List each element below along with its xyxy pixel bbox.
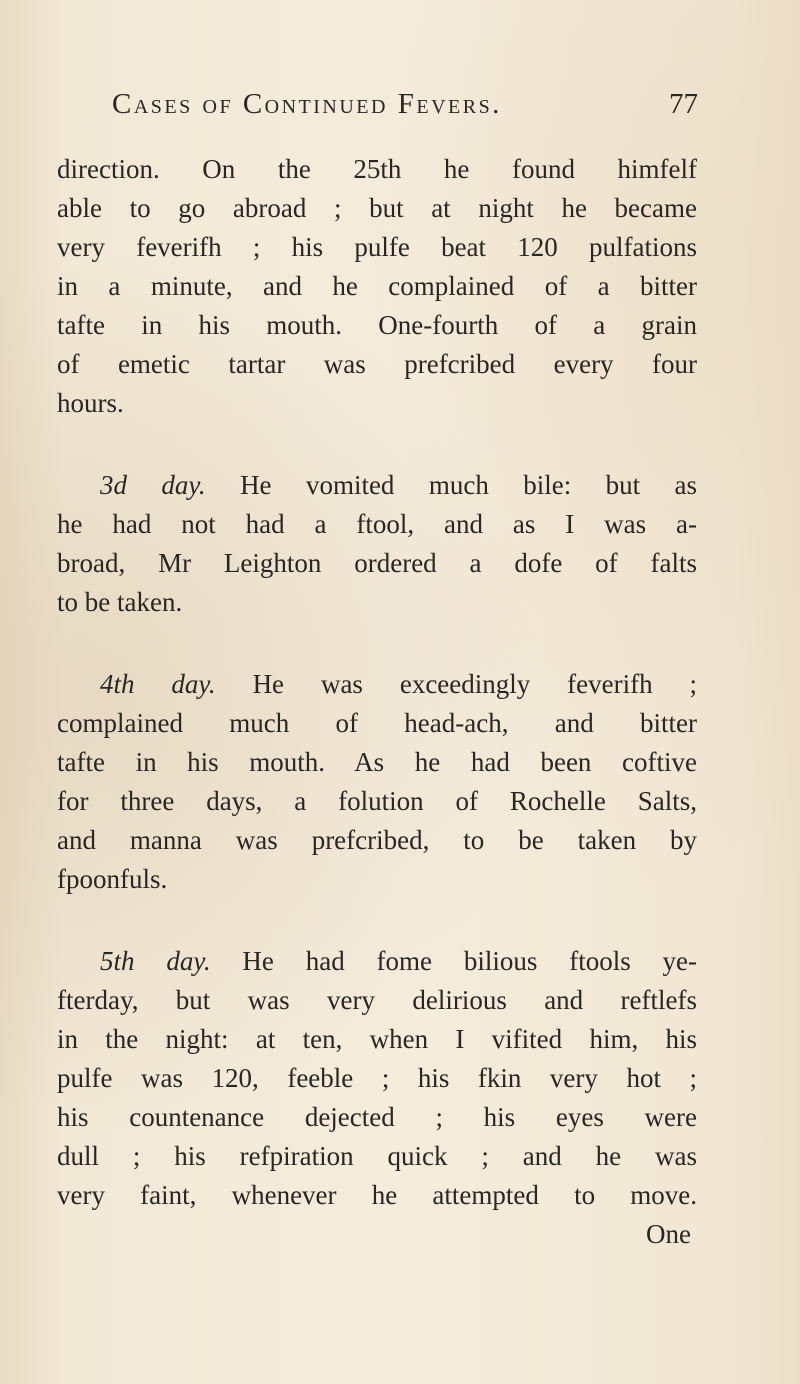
text-line: for three days, a folution of Rochelle Salts, — [57, 786, 697, 816]
paragraph-day-4 — [57, 665, 697, 899]
running-head — [112, 88, 698, 138]
text-line — [57, 466, 697, 505]
text-line: in the night: at ten, when I vifited him, his — [57, 1024, 697, 1054]
day-heading: 3d day. — [100, 470, 206, 500]
text-line: dull ; his refpiration quick ; and he was — [57, 1141, 697, 1171]
text-line: fpoonfuls. — [57, 864, 168, 894]
text-line: tafte in his mouth. As he had been coftive — [57, 747, 697, 777]
text-line: fterday, but was very delirious and reftlefs — [57, 985, 697, 1015]
paragraph-continuation — [57, 150, 697, 423]
text-run: He vomited much bile: but as — [240, 470, 698, 500]
text-line: very faint, whenever he attempted to move. — [57, 1180, 697, 1210]
paragraph-day-5 — [57, 942, 697, 1254]
day-heading: 5th day. — [100, 946, 211, 976]
paragraph-day-3 — [57, 466, 697, 622]
text-line: to be taken. — [57, 587, 183, 617]
text-line: very feverifh ; his pulfe beat 120 pulfations — [57, 232, 697, 262]
page-number: 77 — [669, 88, 698, 120]
text-line — [57, 942, 697, 981]
text-line: pulfe was 120, feeble ; his fkin very hot ; — [57, 1063, 697, 1093]
text-line: his countenance dejected ; his eyes were — [57, 1102, 697, 1132]
text-line: and manna was prefcribed, to be taken by — [57, 825, 697, 855]
text-line — [57, 665, 697, 704]
body-text — [57, 150, 697, 1254]
text-line: tafte in his mouth. One-fourth of a grain — [57, 310, 697, 340]
running-head-title: Cases of Continued Fevers. — [112, 88, 502, 120]
text-line: complained much of head-ach, and bitter — [57, 708, 697, 738]
day-heading: 4th day. — [100, 669, 216, 699]
text-line: direction. On the 25th he found himfelf — [57, 154, 697, 184]
text-line: in a minute, and he complained of a bitter — [57, 271, 697, 301]
text-run: He had fome bilious ftools ye- — [242, 946, 698, 976]
text-line: he had not had a ftool, and as I was a- — [57, 509, 697, 539]
text-run: He was exceedingly feverifh ; — [252, 669, 698, 699]
text-line: able to go abroad ; but at night he became — [57, 193, 697, 223]
text-line: hours. — [57, 388, 124, 418]
text-line: broad, Mr Leighton ordered a dofe of falts — [57, 548, 697, 578]
catchword: One — [646, 1219, 691, 1249]
text-line: of emetic tartar was prefcribed every four — [57, 349, 697, 379]
